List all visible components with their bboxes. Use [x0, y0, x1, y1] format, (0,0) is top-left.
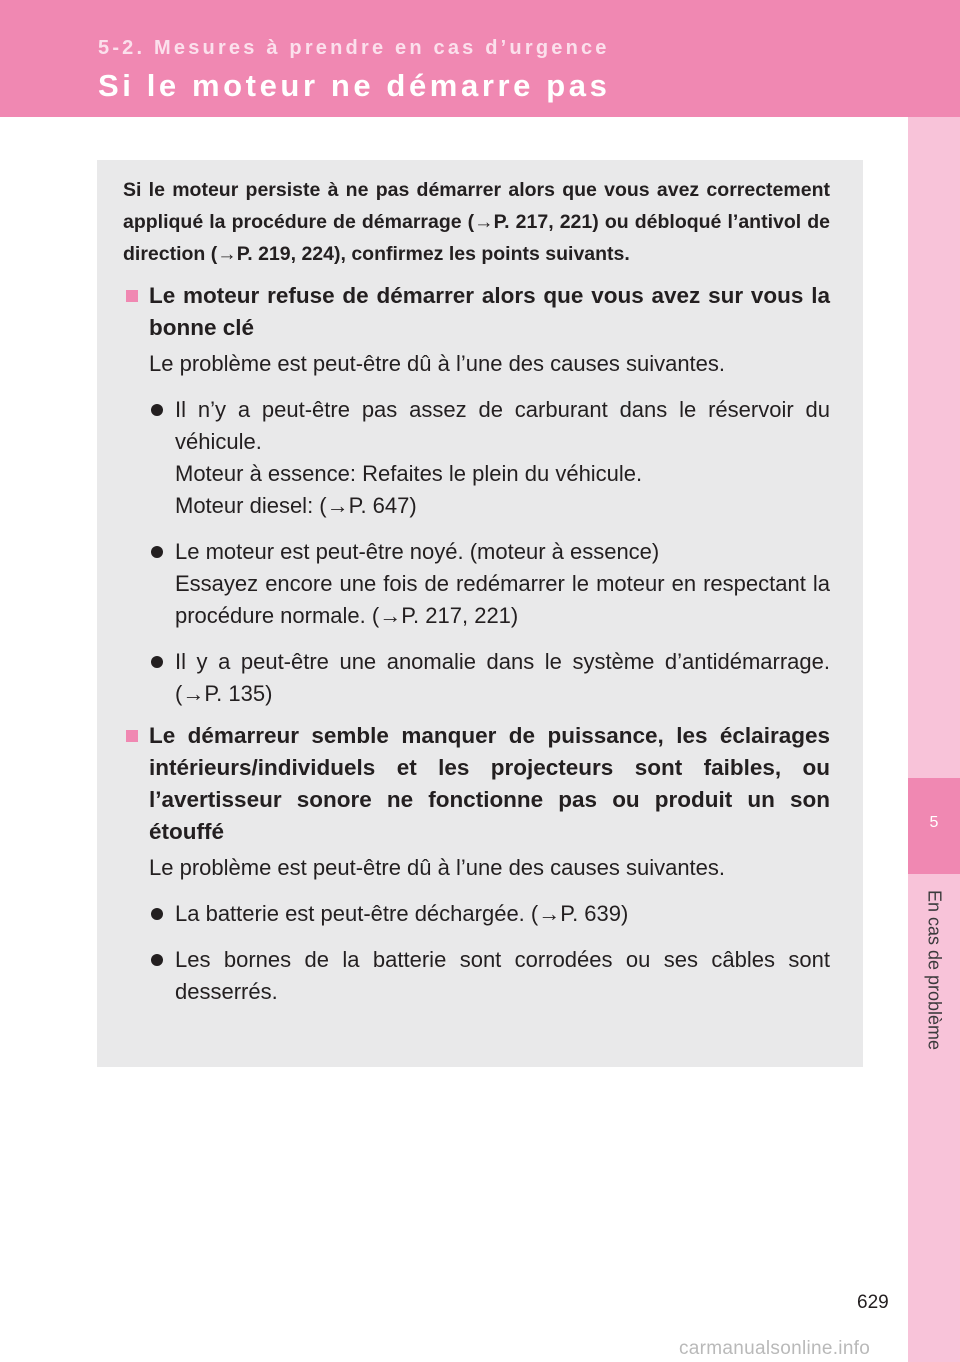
bullet-text: Il y a peut-être une anomalie dans le système d’antidémarrage. (→P. 135): [175, 649, 830, 706]
side-tab: [908, 117, 960, 1362]
watermark: carmanualsonline.info: [679, 1338, 871, 1359]
section-weak-starter: [123, 720, 830, 1008]
content-panel: [97, 160, 863, 1067]
list-item: [123, 944, 830, 1008]
chapter-number-tab: 5: [908, 778, 960, 874]
list-item: [123, 536, 830, 632]
bullet-text: Moteur diesel: (→P. 647): [175, 493, 417, 518]
section-label: 5-2. Mesures à prendre en cas d’urgence: [98, 37, 610, 59]
bullet-text: Les bornes de la batterie sont corrodées ou ses câbles sont desserrés.: [175, 947, 830, 1004]
list-item: [123, 394, 830, 522]
section-subtext: Le problème est peut-être dû à l’une des causes suivantes.: [149, 855, 726, 880]
square-bullet-icon: [126, 730, 138, 742]
list-item: [123, 646, 830, 710]
section-heading: [123, 280, 830, 344]
section-heading-text: Le moteur refuse de démarrer alors que vous avez sur vous la bonne clé: [149, 283, 830, 340]
intro-paragraph: Si le moteur persiste à ne pas démarrer alors que vous avez correctement appliqué la procédure de démarrage (→P. 217, 221) ou débloqué l’antivol de direction (→P. 219, 224), confirmez les points suivants.: [123, 179, 830, 265]
section-heading-text: Le démarreur semble manquer de puissance, les éclairages intérieurs/individuels et les projecteurs sont faibles, ou l’avertisseur sonore ne fonctionne pas ou produit un son étouffé: [149, 723, 830, 844]
round-bullet-icon: [151, 404, 163, 416]
bullet-text: Moteur à essence: Refaites le plein du véhicule.: [175, 461, 643, 486]
square-bullet-icon: [126, 290, 138, 302]
section-heading: [123, 720, 830, 848]
list-item: [123, 898, 830, 930]
round-bullet-icon: [151, 546, 163, 558]
section-subtext: Le problème est peut-être dû à l’une des causes suivantes.: [149, 351, 726, 376]
page-header: [0, 0, 960, 117]
round-bullet-icon: [151, 908, 163, 920]
bullet-text: Essayez encore une fois de redémarrer le moteur en respectant la procédure normale. (→P. 217, 221): [175, 571, 830, 628]
page-title: Si le moteur ne démarre pas: [98, 68, 611, 103]
section-engine-no-start: [123, 280, 830, 710]
round-bullet-icon: [151, 656, 163, 668]
round-bullet-icon: [151, 954, 163, 966]
bullet-text: La batterie est peut-être déchargée. (→P. 639): [175, 901, 629, 926]
chapter-label: En cas de problème: [924, 889, 945, 1051]
bullet-text: Le moteur est peut-être noyé. (moteur à essence): [175, 539, 660, 564]
page-number: 629: [857, 1292, 889, 1313]
bullet-text: Il n’y a peut-être pas assez de carburant dans le réservoir du véhicule.: [175, 397, 830, 454]
